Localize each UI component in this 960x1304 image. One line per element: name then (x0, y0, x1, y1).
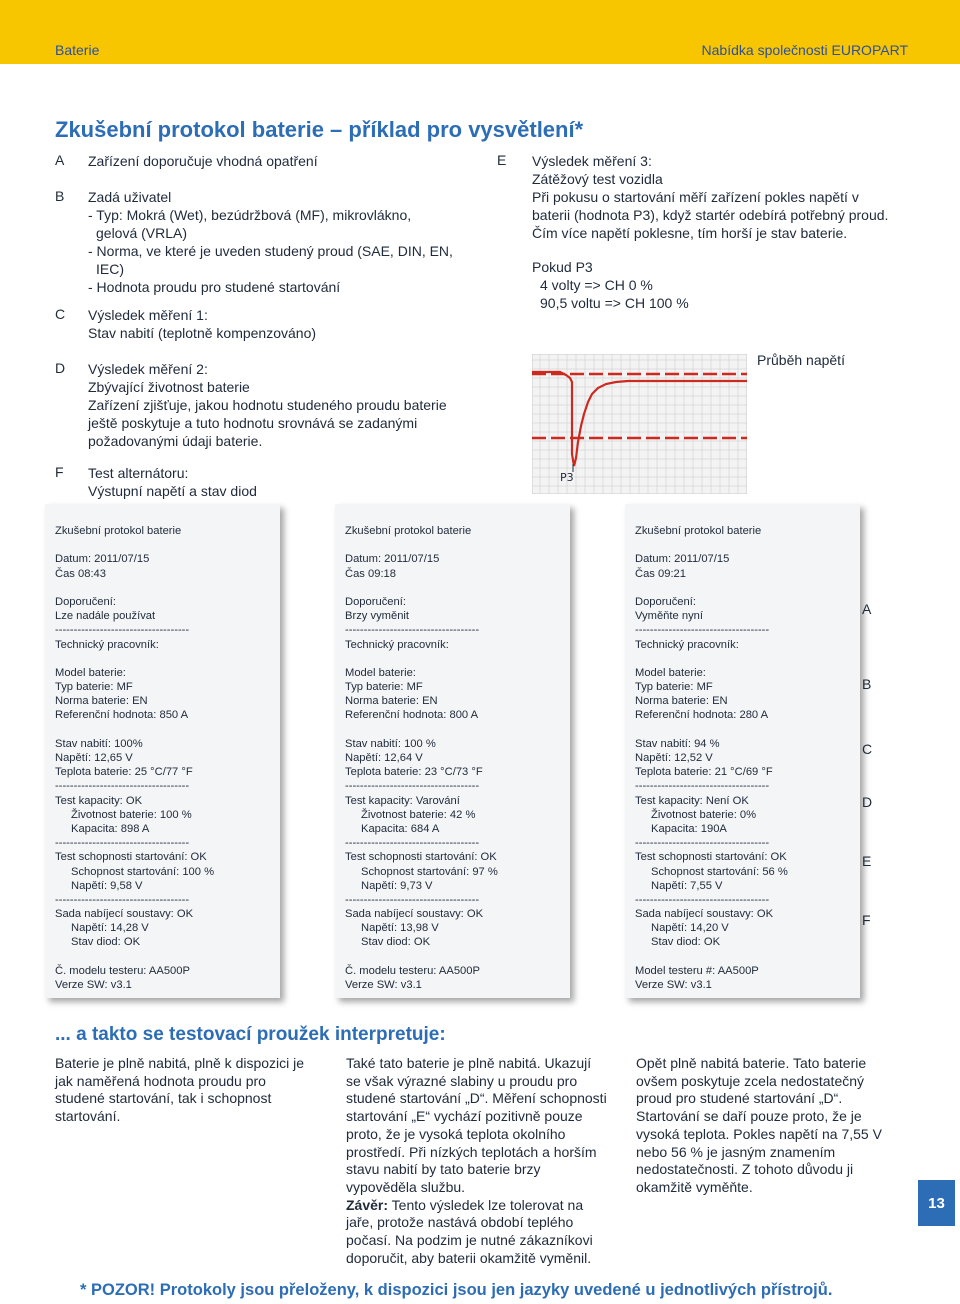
side-letter-a: A (862, 601, 872, 617)
ticket-line: Napětí: 12,65 V (55, 752, 133, 764)
interp-line: vypověděla službu. (346, 1178, 466, 1195)
test-ticket-3 (625, 504, 860, 998)
ticket-line: Typ baterie: MF (345, 681, 423, 694)
ticket-line (345, 581, 570, 595)
ticket-line: Model baterie: (345, 666, 416, 679)
conclusion-text: Tento výsledek lze tolerovat na (388, 1196, 584, 1213)
ticket-line: Schopnost startování: 100 % (71, 865, 215, 878)
ticket-line: Napětí: 14,28 V (71, 922, 149, 935)
ticket-line: Sada nabíjecí soustavy: OK (55, 908, 194, 921)
ticket-line: Model baterie: (55, 666, 126, 679)
ticket-line: ------------------------------------ (55, 624, 190, 637)
ticket-line: Životnost baterie: 100 % (71, 808, 192, 821)
ticket-line: Napětí: 13,98 V (361, 922, 439, 935)
legend-item-d (88, 360, 447, 450)
ticket-line: ------------------------------------ (635, 780, 770, 793)
legend-letter-f: F (55, 464, 64, 480)
footer-note: * POZOR! Protokoly jsou přeloženy, k dispozici jsou jen jazyky uvedené u jednotlivých přístrojů. (80, 1281, 833, 1299)
legend-item-f (88, 464, 257, 500)
ticket-line: Referenční hodnota: 280 A (635, 709, 769, 722)
interp-line: prostředí. Při nízkých teplotách a horším (346, 1143, 597, 1160)
legend-e-line: Čím více napětí poklesne, tím horší je stav baterie. (532, 225, 848, 241)
interpretation-col-3 (636, 1055, 882, 1197)
ticket-line: ------------------------------------ (635, 893, 770, 906)
ticket-line: Verze SW: v3.1 (345, 979, 422, 991)
interp-line: počasí. Na podzim je nutné zákazníkovi (346, 1232, 593, 1249)
interp-line: vysoká teplota. Pokles napětí na 7,55 V (636, 1125, 882, 1142)
test-ticket-2 (335, 504, 570, 998)
ticket-line (55, 723, 280, 737)
ticket-top-padding (55, 504, 280, 524)
ticket-line: Verze SW: v3.1 (55, 979, 132, 991)
ticket-line: Stav diod: OK (71, 936, 141, 949)
interp-line: Baterie je plně nabitá, plně k dispozici je (55, 1055, 305, 1071)
interp-line: stavu nabití by tato baterie brzy (346, 1161, 541, 1178)
ticket-line (635, 723, 860, 737)
ticket-line: Napětí: 12,52 V (635, 752, 713, 764)
ticket-line: Zkušební protokol baterie (345, 525, 472, 537)
ticket-line: Model baterie: (635, 666, 706, 679)
legend-line: požadovanými údaji baterie. (88, 433, 263, 449)
legend-line: - Typ: Mokrá (Wet), bezúdržbová (MF), mikrovlákno, (88, 207, 412, 223)
ticket-line: Napětí: 14,20 V (651, 922, 729, 935)
ticket-line: Lze nadále používat (55, 610, 156, 623)
ticket-line: Typ baterie: MF (55, 681, 133, 694)
legend-line: Test alternátoru: (88, 465, 189, 481)
ticket-line: Zkušební protokol baterie (635, 525, 762, 537)
interp-line: ovšem poskytuje zcela nedostatečný (636, 1072, 865, 1089)
ticket-line: Č. modelu testeru: AA500P (345, 964, 480, 977)
ticket-top-padding (345, 504, 570, 524)
interp-line: nebo 56 % je jasným znamením (636, 1143, 836, 1160)
ticket-line: ------------------------------------ (55, 893, 190, 906)
legend-line: Stav nabití (teplotně kompenzováno) (88, 325, 317, 341)
interpretation-title: ... a takto se testovací proužek interpretuje: (55, 1024, 446, 1045)
interp-line: Opět plně nabitá baterie. Tato baterie (636, 1055, 867, 1071)
ticket-line: Schopnost startování: 56 % (651, 865, 788, 878)
ticket-line: Datum: 2011/07/15 (55, 553, 150, 566)
ticket-line: Test schopnosti startování: OK (345, 851, 497, 864)
ticket-line: Kapacita: 190A (651, 822, 727, 835)
side-letter-d: D (862, 794, 873, 810)
ticket-line: Čas 08:43 (55, 567, 106, 580)
interp-line: proto, že je vysoká teplota okolního (346, 1125, 566, 1142)
interp-line: okamžitě vyměňte. (636, 1178, 753, 1195)
ticket-line: Norma baterie: EN (635, 695, 728, 708)
ticket-line: Test schopnosti startování: OK (55, 851, 207, 864)
interp-line: nedostatečnosti. Z tohoto důvodu ji (636, 1161, 854, 1178)
ticket-line: Test kapacity: Varování (345, 794, 460, 807)
ticket-line: Datum: 2011/07/15 (345, 553, 440, 566)
ticket-line: Technický pracovník: (55, 638, 159, 651)
p3-thresholds (532, 258, 689, 312)
ticket-line: Vyměňte nyní (635, 610, 703, 623)
ticket-line (55, 652, 280, 666)
ticket-line: Napětí: 7,55 V (651, 879, 723, 892)
side-letter-e: E (862, 853, 872, 869)
legend-letter-d: D (55, 360, 66, 376)
interp-line: Startování se daří pouze proto, že je (636, 1108, 862, 1125)
interp-line: jak naměřená hodnota proudu pro (55, 1072, 266, 1089)
legend-letter-c: C (55, 306, 66, 322)
ticket-line: ------------------------------------ (635, 837, 770, 850)
legend-line: Výsledek měření 2: (88, 361, 208, 377)
legend-line: Zbývající životnost baterie (88, 379, 250, 395)
ticket-line: Doporučení: (635, 595, 696, 608)
ticket-line: Test schopnosti startování: OK (635, 851, 787, 864)
ticket-line (55, 950, 280, 964)
header-company-label: Nabídka společnosti EUROPART (701, 42, 908, 58)
ticket-line (635, 581, 860, 595)
p3-marker-label: P3 (560, 471, 574, 484)
legend-e-line: baterii (hodnota P3), když startér odebírá potřebný proud. (532, 207, 889, 223)
ticket-top-padding (635, 504, 860, 524)
ticket-line: Brzy vyměnit (345, 610, 410, 623)
legend-line: Výstupní napětí a stav diod (88, 483, 257, 499)
legend-line: Výsledek měření 1: (88, 307, 208, 323)
legend-line: IEC) (96, 261, 124, 277)
p3-line: Pokud P3 (532, 259, 593, 275)
ticket-line: ------------------------------------ (635, 624, 770, 637)
p3-line: 90,5 voltu => CH 100 % (540, 295, 689, 311)
interp-line: doporučit, aby baterii okamžitě vyměnil. (346, 1249, 592, 1266)
interp-line: studené startování, tak i schopnost (55, 1090, 272, 1107)
ticket-line: Č. modelu testeru: AA500P (55, 964, 190, 977)
legend-e-line: Výsledek měření 3: (532, 153, 652, 169)
legend-letter-a: A (55, 152, 65, 168)
ticket-line: Model testeru #: AA500P (635, 964, 759, 977)
ticket-line: Typ baterie: MF (635, 681, 713, 694)
header-bar (0, 0, 960, 64)
ticket-line: Kapacita: 684 A (361, 822, 440, 835)
ticket-line: Kapacita: 898 A (71, 822, 150, 835)
ticket-line: Stav nabití: 100% (55, 737, 143, 750)
legend-item-a (88, 152, 318, 170)
ticket-line: Čas 09:18 (345, 567, 396, 580)
side-letter-c: C (862, 741, 873, 757)
legend-letter-e: E (497, 152, 507, 168)
legend-item-b (88, 188, 453, 296)
ticket-line: Test kapacity: Není OK (635, 794, 749, 807)
ticket-line: ------------------------------------ (55, 780, 190, 793)
legend-letter-b: B (55, 188, 65, 204)
ticket-line: Referenční hodnota: 850 A (55, 709, 189, 722)
ticket-line (55, 538, 280, 552)
legend-e-line: Při pokusu o startování měří zařízení pokles napětí v (532, 189, 859, 205)
chart-caption: Průběh napětí (757, 352, 845, 368)
ticket-line: ------------------------------------ (345, 837, 480, 850)
ticket-line: Referenční hodnota: 800 A (345, 709, 479, 722)
ticket-line: Zkušební protokol baterie (55, 525, 182, 537)
ticket-line (55, 581, 280, 595)
page-number: 13 (918, 1180, 955, 1226)
legend-line: Zadá uživatel (88, 189, 172, 205)
ticket-line: Teplota baterie: 23 °C/73 °F (345, 766, 483, 779)
ticket-line: Napětí: 9,58 V (71, 879, 143, 892)
ticket-line: Norma baterie: EN (55, 695, 148, 708)
header-section-label: Baterie (55, 42, 100, 58)
interpretation-col-2 (346, 1055, 607, 1267)
interp-line: proud pro studené startování „D“. (636, 1090, 843, 1107)
ticket-line: Stav nabití: 94 % (635, 737, 720, 750)
side-letter-f: F (862, 912, 871, 928)
page-title: Zkušební protokol baterie – příklad pro vysvětlení* (55, 117, 584, 142)
ticket-line: Napětí: 12,64 V (345, 752, 423, 764)
ticket-line (345, 652, 570, 666)
ticket-line: ------------------------------------ (345, 780, 480, 793)
interp-line: Také tato baterie je plně nabitá. Ukazují (346, 1055, 592, 1071)
ticket-line: Napětí: 9,73 V (361, 879, 433, 892)
ticket-line: Stav diod: OK (361, 936, 431, 949)
ticket-line: Sada nabíjecí soustavy: OK (345, 908, 484, 921)
ticket-line: Doporučení: (345, 595, 406, 608)
legend-line: ještě poskytuje a tuto hodnotu srovnává se zadanými (88, 415, 418, 431)
ticket-line: Schopnost startování: 97 % (361, 865, 498, 878)
legend-item-c (88, 306, 316, 342)
ticket-line: Doporučení: (55, 595, 116, 608)
legend-line: Zařízení doporučuje vhodná opatření (88, 153, 318, 169)
ticket-line: Technický pracovník: (635, 638, 739, 651)
voltage-chart-svg (532, 354, 747, 494)
ticket-line: Stav nabití: 100 % (345, 737, 436, 750)
interp-line: jaře, protože nastává období teplého (346, 1214, 574, 1231)
test-ticket-1 (45, 504, 280, 998)
side-letter-b: B (862, 676, 872, 692)
legend-e-line: Zátěžový test vozidla (532, 171, 663, 187)
voltage-chart (532, 354, 747, 494)
legend-item-e (532, 152, 888, 242)
interp-line (346, 1197, 607, 1215)
interp-line: startování „E“ vychází pozitivně pouze (346, 1108, 583, 1125)
interp-line: studené startování „D“. Měření schopnosti (346, 1090, 607, 1107)
ticket-line: ------------------------------------ (55, 837, 190, 850)
ticket-line (345, 723, 570, 737)
interpretation-col-1 (55, 1055, 304, 1126)
p3-line: 4 volty => CH 0 % (540, 277, 653, 293)
ticket-line: ------------------------------------ (345, 893, 480, 906)
legend-line: Zařízení zjišťuje, jakou hodnotu studeného proudu baterie (88, 397, 447, 413)
ticket-line: Sada nabíjecí soustavy: OK (635, 908, 774, 921)
ticket-line (635, 538, 860, 552)
ticket-line: Norma baterie: EN (345, 695, 438, 708)
ticket-line: Stav diod: OK (651, 936, 721, 949)
ticket-line: Teplota baterie: 25 °C/77 °F (55, 766, 193, 779)
legend-line: - Hodnota proudu pro studené startování (88, 279, 341, 295)
ticket-line (345, 950, 570, 964)
conclusion-label: Závěr: (346, 1196, 389, 1213)
interp-line: startování. (55, 1108, 121, 1125)
ticket-line: Životnost baterie: 42 % (361, 808, 476, 821)
ticket-line: Životnost baterie: 0% (651, 808, 757, 821)
interp-line: se však výrazné slabiny u proudu pro (346, 1072, 578, 1089)
legend-line: gelová (VRLA) (96, 225, 188, 241)
ticket-line: Technický pracovník: (345, 638, 449, 651)
ticket-line: Verze SW: v3.1 (635, 979, 712, 991)
ticket-line: Test kapacity: OK (55, 794, 143, 807)
ticket-line: Čas 09:21 (635, 567, 686, 580)
ticket-line: Teplota baterie: 21 °C/69 °F (635, 766, 773, 779)
ticket-line: Datum: 2011/07/15 (635, 553, 730, 566)
ticket-line (635, 950, 860, 964)
ticket-line (635, 652, 860, 666)
ticket-line: ------------------------------------ (345, 624, 480, 637)
ticket-line (345, 538, 570, 552)
legend-line: - Norma, ve které je uveden studený proud (SAE, DIN, EN, (88, 243, 453, 259)
